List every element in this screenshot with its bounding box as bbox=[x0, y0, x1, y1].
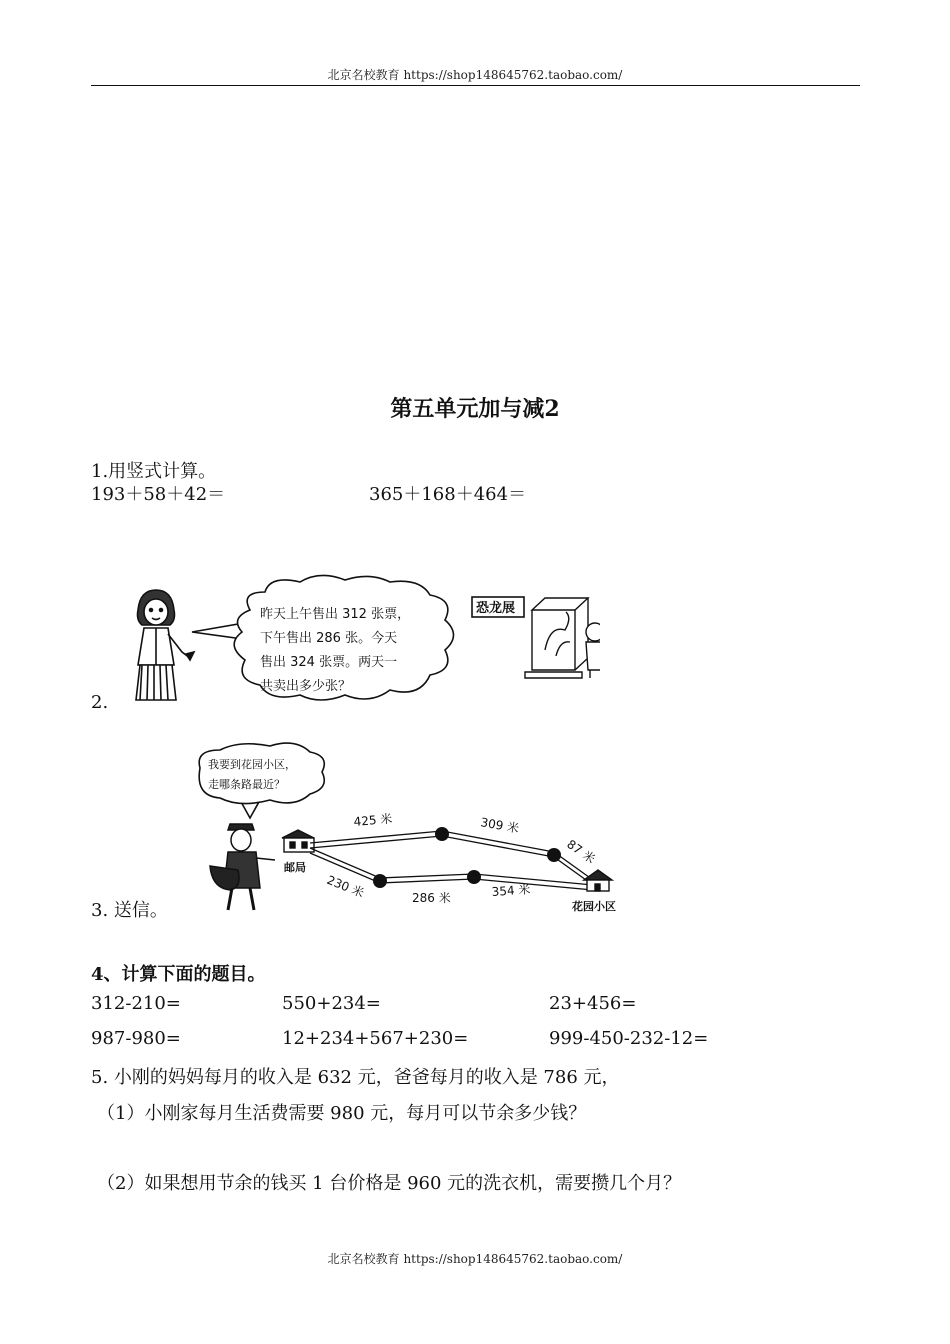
start-label: 邮局 bbox=[284, 861, 306, 874]
q5-stem: 5. 小刚的妈妈每月的收入是 632 元，爸爸每月的收入是 786 元， bbox=[91, 1067, 620, 1088]
distance-lower-1: 230 米 bbox=[324, 872, 367, 901]
junction-node bbox=[547, 848, 561, 862]
q4-row2-item-1: 987-980= bbox=[91, 1028, 181, 1049]
q5-sub-question-1: （1）小刚家每月生活费需要 980 元，每月可以节余多少钱？ bbox=[97, 1103, 587, 1124]
q1-label: 1.用竖式计算。 bbox=[91, 461, 217, 482]
page-footer: 北京名校教育 https://shop148645762.taobao.com/ bbox=[327, 1252, 623, 1266]
q4-row1-item-3: 23+456= bbox=[549, 993, 637, 1014]
q2-speech-line-4: 共卖出多少张？ bbox=[260, 679, 352, 694]
exhibit-sign-label: 恐龙展 bbox=[476, 601, 516, 616]
q3-speech-line-2: 走哪条路最近？ bbox=[208, 778, 285, 791]
q1-expression-a: 193＋58＋42＝ bbox=[91, 484, 226, 505]
distance-lower-2: 286 米 bbox=[412, 891, 451, 905]
q2-label: 2. bbox=[91, 692, 109, 713]
q3-speech-line-1: 我要到花园小区， bbox=[208, 758, 296, 771]
post-office-icon bbox=[282, 830, 314, 852]
q4-row1-item-1: 312-210= bbox=[91, 993, 181, 1014]
page-header: 北京名校教育 https://shop148645762.taobao.com/ bbox=[327, 68, 623, 82]
q4-row1-item-2: 550+234= bbox=[282, 993, 381, 1014]
distance-lower-3: 354 米 bbox=[491, 882, 531, 899]
junction-node bbox=[373, 874, 387, 888]
distance-upper-1: 425 米 bbox=[353, 811, 393, 829]
q3-label: 3. 送信。 bbox=[91, 900, 168, 921]
q3-route-map bbox=[180, 738, 640, 918]
q1-expression-b: 365＋168＋464＝ bbox=[369, 484, 527, 505]
junction-node bbox=[467, 870, 481, 884]
dinosaur-display-icon bbox=[525, 598, 600, 678]
mailman-figure bbox=[210, 824, 275, 910]
q2-speech-line-2: 下午售出 286 张。今天 bbox=[260, 631, 398, 646]
q4-row2-item-3: 999-450-232-12= bbox=[549, 1028, 709, 1049]
q4-row2-item-2: 12+234+567+230= bbox=[282, 1028, 469, 1049]
q4-label: 4、计算下面的题目。 bbox=[91, 964, 266, 985]
junction-node bbox=[435, 827, 449, 841]
header-rule bbox=[91, 85, 860, 86]
girl-figure bbox=[136, 590, 194, 700]
end-label: 花园小区 bbox=[572, 900, 616, 913]
distance-upper-2: 309 米 bbox=[479, 815, 521, 836]
q2-speech-line-3: 售出 324 张票。两天一 bbox=[260, 655, 398, 670]
house-icon bbox=[584, 870, 612, 891]
page-title: 第五单元加与减2 bbox=[390, 396, 560, 422]
distance-upper-3: 87 米 bbox=[564, 836, 598, 867]
q2-speech-line-1: 昨天上午售出 312 张票， bbox=[260, 607, 411, 622]
q2-illustration bbox=[120, 570, 600, 710]
q5-sub-question-2: （2）如果想用节余的钱买 1 台价格是 960 元的洗衣机，需要攒几个月？ bbox=[97, 1173, 682, 1194]
